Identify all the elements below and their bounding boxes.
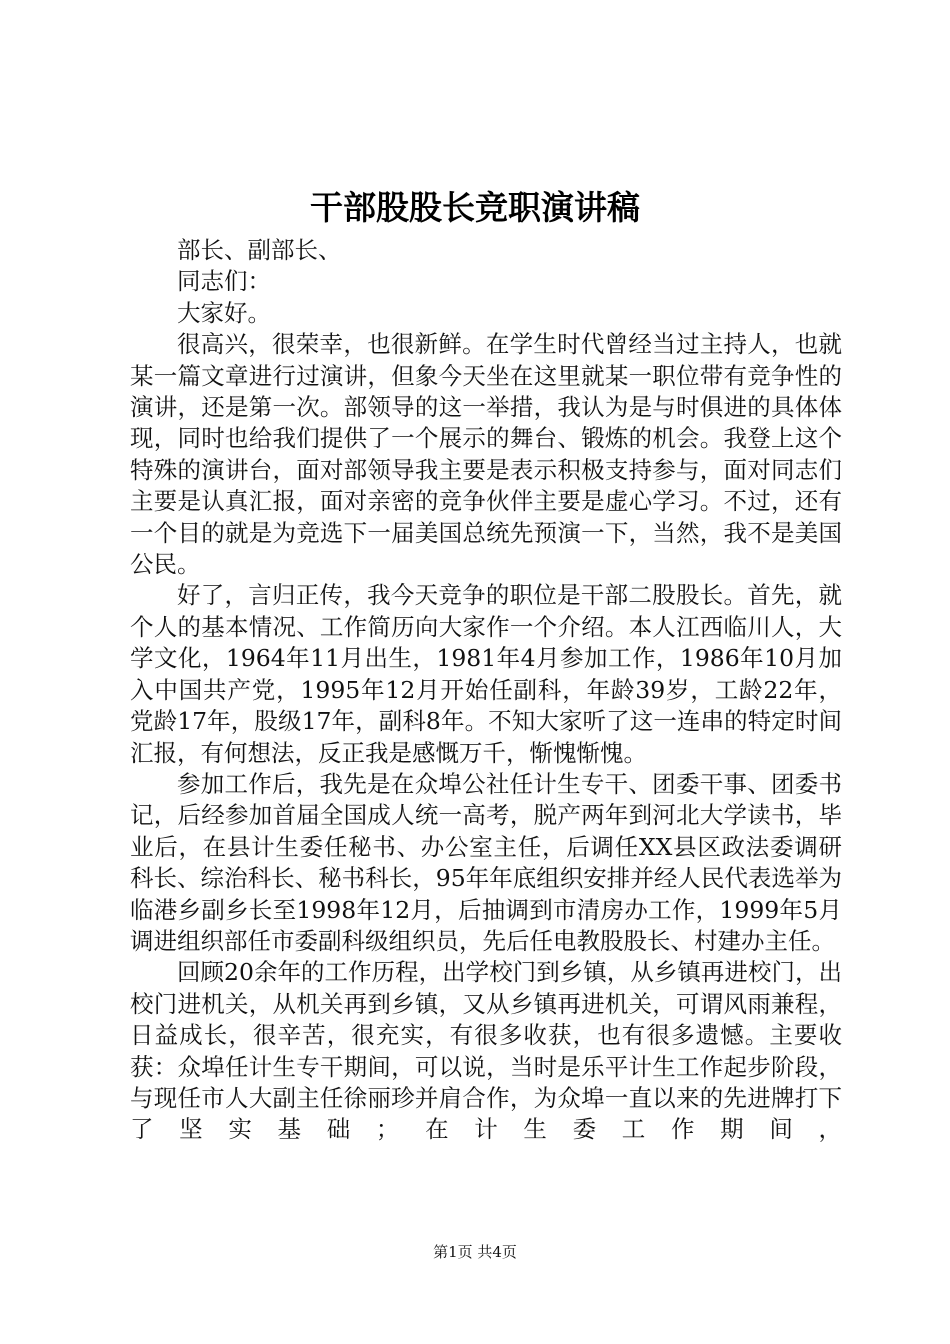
body-paragraph-work-history: 参加工作后，我先是在众埠公社任计生专干、团委干事、团委书记，后经参加首届全国成人统一高考，脱产两年到河北大学读书，毕业后，在县计生委任秘书、办公室主任，后调任XX县区政法委调研科长、综治科长、秘书科长，95年年底组织安排并经人民代表选举为临港乡副乡长至1998年12月，后抽调到市清房办工作，1999年5月调进组织部任市委副科级组织员，先后任电教股股长、村建办主任。 [130, 769, 842, 955]
body-paragraph-review: 回顾20余年的工作历程，出学校门到乡镇，从乡镇再进校门，出校门进机关，从机关再到乡镇，又从乡镇再进机关，可谓风雨兼程，日益成长，很辛苦，很充实，有很多收获，也有很多遗憾。主要收获：众埠任计生专干期间，可以说，当时是乐平计生工作起步阶段，与现任市人大副主任徐丽珍并肩合作，为众埠一直以来的先进牌打下了坚实基础；在计生委工作期间， [130, 958, 842, 1144]
salutation-line-2: 同志们： [177, 267, 271, 296]
greeting-line: 大家好。 [177, 298, 271, 327]
body-paragraph-intro: 很高兴，很荣幸，也很新鲜。在学生时代曾经当过主持人，也就某一篇文章进行过演讲，但象今天坐在这里就某一职位带有竞争性的演讲，还是第一次。部领导的这一举措，我认为是与时俱进的具体体现，同时也给我们提供了一个展示的舞台、锻炼的机会。我登上这个特殊的演讲台，面对部领导我主要是表示积极支持参与，面对同志们主要是认真汇报，面对亲密的竞争伙伴主要是虚心学习。不过，还有一个目的就是为竞选下一届美国总统先预演一下，当然，我不是美国公民。 [130, 330, 842, 579]
salutation-line-1: 部长、副部长、 [177, 236, 342, 264]
page-footer: 第1页 共4页 [433, 1243, 517, 1261]
document-body [130, 235, 842, 1146]
body-paragraph-basic-info: 好了，言归正传，我今天竞争的职位是干部二股股长。首先，就个人的基本情况、工作简历向大家作一个介绍。本人江西临川人，大学文化，1964年11月出生，1981年4月参加工作，1986年10月加入中国共产党，1995年12月开始任副科，年龄39岁，工龄22年，党龄17年，股级17年，副科8年。不知大家听了这一连串的特定时间汇报，有何想法，反正我是感慨万千，惭愧惭愧。 [130, 581, 842, 767]
document-title: 干部股股长竞职演讲稿 [310, 188, 640, 227]
